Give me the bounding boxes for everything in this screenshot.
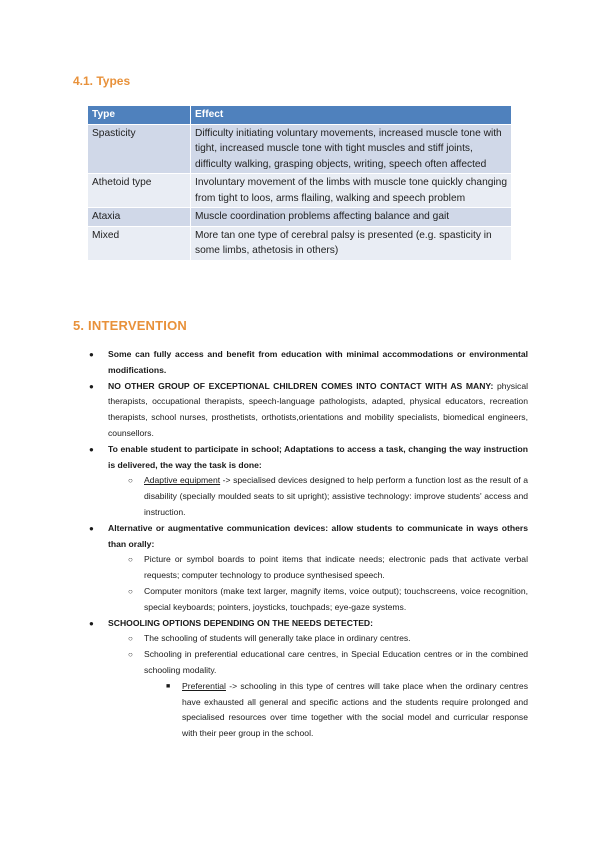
bullet-icon: ● (89, 381, 94, 391)
bullet-text: Alternative or augmentative communication devices: allow students to communicate in ways others than orally: (108, 522, 528, 549)
table-row (88, 208, 511, 227)
bullet-icon: ● (89, 350, 94, 359)
list-item (88, 584, 528, 616)
effect-cell: Muscle coordination problems affecting balance and gait (191, 208, 512, 227)
bullet-icon: ● (89, 618, 94, 628)
list-item (88, 521, 528, 553)
list-item (88, 473, 528, 520)
header-effect: Effect (191, 106, 512, 124)
bullet-text: Some can fully access and benefit from education with minimal accommodations or environmental modifications. (108, 349, 528, 375)
table-row (88, 124, 511, 174)
intervention-list (88, 347, 528, 742)
types-table (88, 106, 511, 260)
section-heading-types: 4.1. Types (73, 74, 131, 88)
list-item (88, 631, 528, 647)
list-item (88, 616, 528, 632)
type-cell: Mixed (88, 226, 191, 260)
list-item (88, 679, 528, 742)
list-item (88, 647, 528, 679)
circle-bullet-icon: ○ (128, 650, 133, 660)
bullet-text: -> schooling in this type of centres will take place when the ordinary centres have exhausted all general and specific actions and the students require prolonged and specialised resources over time together with the social model and curricular response with their peer group in the school. (182, 680, 528, 739)
bullet-icon: ● (89, 444, 94, 454)
bullet-text: Computer monitors (make text larger, magnify items, voice output); touchscreens, voice recognition, special keyboards; pointers, joysticks, touchpads; eye-gaze systems. (144, 585, 528, 612)
list-item (88, 442, 528, 474)
square-bullet-icon: ■ (166, 682, 171, 690)
section-heading-intervention: 5. INTERVENTION (73, 318, 188, 333)
bullet-text: The schooling of students will generally take place in ordinary centres. (144, 633, 411, 644)
list-item (88, 379, 528, 442)
bullet-text: Schooling in preferential educational care centres, in Special Education centres or in the combined schooling modality. (144, 649, 528, 675)
effect-cell: Difficulty initiating voluntary movements, increased muscle tone with tight, increased muscle tone with tight muscles and stiff joints, difficulty walking, grasping objects, writing, speech often affected (191, 124, 512, 174)
bullet-text: -> specialised devices designed to help perform a function lost as the result of a disability (specially moulded seats to sit upright); assistive technology: improve students' access and instruction. (144, 475, 528, 517)
circle-bullet-icon: ○ (128, 476, 133, 486)
type-cell: Athetoid type (88, 174, 191, 208)
effect-cell: More tan one type of cerebral palsy is presented (e.g. spasticity in some limbs, athetosis in others) (191, 226, 512, 260)
list-item (88, 347, 528, 379)
bullet-text: To enable student to participate in school; Adaptations to access a task, changing the way instruction is delivered, the way the task is done: (108, 443, 528, 470)
term-adaptive-equipment: Adaptive equipment (144, 475, 221, 486)
bullet-text: Picture or symbol boards to point items that indicate needs; electronic pads that activate verbal requests; computer technology to produce synthesised speech. (144, 554, 528, 581)
table-header-row (88, 106, 511, 124)
bullet-bold-text: NO OTHER GROUP OF EXCEPTIONAL CHILDREN COMES INTO CONTACT WITH AS MANY: (108, 380, 494, 391)
bullet-text: physical therapists, occupational therapists, speech-language pathologists, adapted, physical educators, recreation therapists, school nurses, prosthetists, orthotists,orientations and mobility specialists, biomedical engineers, counsellors. (108, 380, 529, 438)
table-row (88, 226, 511, 260)
effect-cell: Involuntary movement of the limbs with muscle tone quickly changing from tight to loos, arms flailing, walking and speech problem (191, 174, 512, 208)
header-type: Type (88, 106, 191, 124)
list-item (88, 552, 528, 584)
term-preferential: Preferential (182, 680, 226, 691)
circle-bullet-icon: ○ (128, 555, 133, 565)
type-cell: Spasticity (88, 124, 191, 174)
circle-bullet-icon: ○ (128, 586, 133, 596)
type-cell: Ataxia (88, 208, 191, 227)
table-row (88, 174, 511, 208)
bullet-icon: ● (89, 523, 94, 533)
bullet-text: SCHOOLING OPTIONS DEPENDING ON THE NEEDS DETECTED: (108, 617, 373, 628)
circle-bullet-icon: ○ (128, 634, 133, 644)
